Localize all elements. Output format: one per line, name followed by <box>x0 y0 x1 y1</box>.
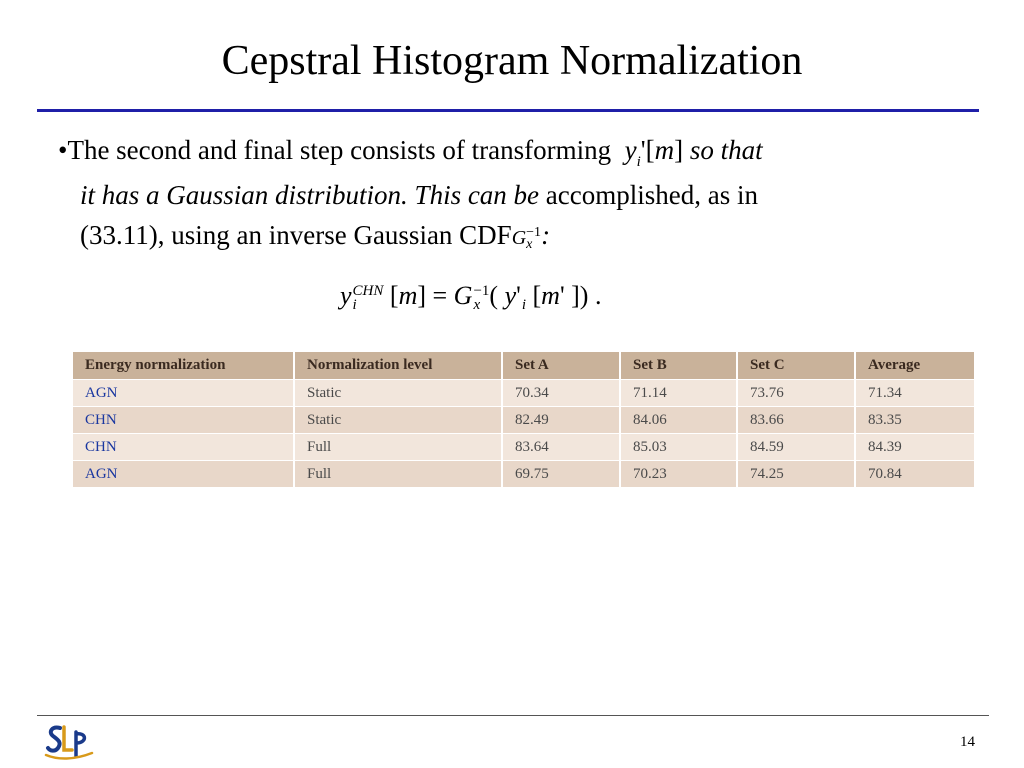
bullet-text-b: so that <box>689 135 763 165</box>
bullet-line-2 <box>58 175 978 215</box>
table-row <box>73 407 974 434</box>
cell-set-b: 71.14 <box>620 380 737 407</box>
cell-set-c: 73.76 <box>737 380 855 407</box>
cell-average: 70.84 <box>855 461 974 488</box>
cell-normalization-level: Static <box>294 380 502 407</box>
header-set-a: Set A <box>502 352 620 380</box>
cell-set-b: 84.06 <box>620 407 737 434</box>
eq-sup-inv: −1 <box>473 283 490 300</box>
bullet-marker: • <box>58 135 68 165</box>
math-prime-bracket: '[ <box>640 135 655 165</box>
header-set-c: Set C <box>737 352 855 380</box>
math-bracket-close: ] <box>674 135 684 165</box>
inline-math-gx-inverse <box>512 218 541 258</box>
inline-math-yi-m <box>618 130 683 175</box>
bullet-paragraph <box>58 130 978 258</box>
header-energy-normalization: Energy normalization <box>73 352 294 380</box>
cell-normalization-level: Static <box>294 407 502 434</box>
title-divider <box>37 109 979 112</box>
cell-normalization-level: Full <box>294 461 502 488</box>
eq-y2: y <box>504 281 517 310</box>
cell-set-a: 69.75 <box>502 461 620 488</box>
slp-logo-icon <box>44 722 94 762</box>
bullet-text-c: it has a Gaussian distribution. This can be <box>80 180 540 210</box>
cell-set-b: 85.03 <box>620 434 737 461</box>
eq-m2: m <box>541 281 560 310</box>
cell-average: 83.35 <box>855 407 974 434</box>
eq-m: m <box>398 281 418 310</box>
cell-set-a: 70.34 <box>502 380 620 407</box>
eq-sub-i: i <box>352 297 357 314</box>
math-sub-i: i <box>636 154 641 170</box>
cell-normalization-level: Full <box>294 434 502 461</box>
slide-title: Cepstral Histogram Normalization <box>221 38 803 84</box>
table-row <box>73 461 974 488</box>
math-sub-x: x <box>526 237 533 253</box>
cell-energy-normalization: AGN <box>73 380 294 407</box>
cell-energy-normalization: CHN <box>73 407 294 434</box>
cell-set-c: 74.25 <box>737 461 855 488</box>
table-header-row <box>73 352 974 380</box>
math-m: m <box>654 135 675 165</box>
cell-set-c: 84.59 <box>737 434 855 461</box>
bullet-text-f: : <box>541 220 551 250</box>
bullet-text-a: The second and final step consists of transforming <box>67 135 612 165</box>
bullet-text-e: (33.11), using an inverse Gaussian CDF <box>80 220 512 250</box>
header-normalization-level: Normalization level <box>294 352 502 380</box>
cell-average: 71.34 <box>855 380 974 407</box>
eq-G: G <box>453 281 473 310</box>
math-sup-inv: −1 <box>526 225 542 241</box>
table-row <box>73 380 974 407</box>
eq-sup-chn: CHN <box>352 283 384 300</box>
cell-set-b: 70.23 <box>620 461 737 488</box>
display-equation: y CHN i [m] = G −1 x ( y' i [m' ]) . <box>340 281 602 314</box>
page-number: 14 <box>960 734 975 750</box>
eq-y: y <box>340 281 352 310</box>
header-set-b: Set B <box>620 352 737 380</box>
bullet-line-1 <box>58 130 978 175</box>
cell-energy-normalization: CHN <box>73 434 294 461</box>
bullet-line-3 <box>58 215 978 258</box>
eq-sub-i2: i <box>521 297 526 314</box>
cell-energy-normalization: AGN <box>73 461 294 488</box>
eq-sub-x: x <box>473 297 481 314</box>
footer-divider <box>37 715 989 716</box>
table-row <box>73 434 974 461</box>
math-G: G <box>511 227 527 249</box>
cell-set-a: 83.64 <box>502 434 620 461</box>
cell-average: 84.39 <box>855 434 974 461</box>
results-table <box>73 352 974 488</box>
header-average: Average <box>855 352 974 380</box>
cell-set-a: 82.49 <box>502 407 620 434</box>
math-y: y <box>624 135 637 165</box>
bullet-text-d: accomplished, as in <box>545 180 758 210</box>
cell-set-c: 83.66 <box>737 407 855 434</box>
